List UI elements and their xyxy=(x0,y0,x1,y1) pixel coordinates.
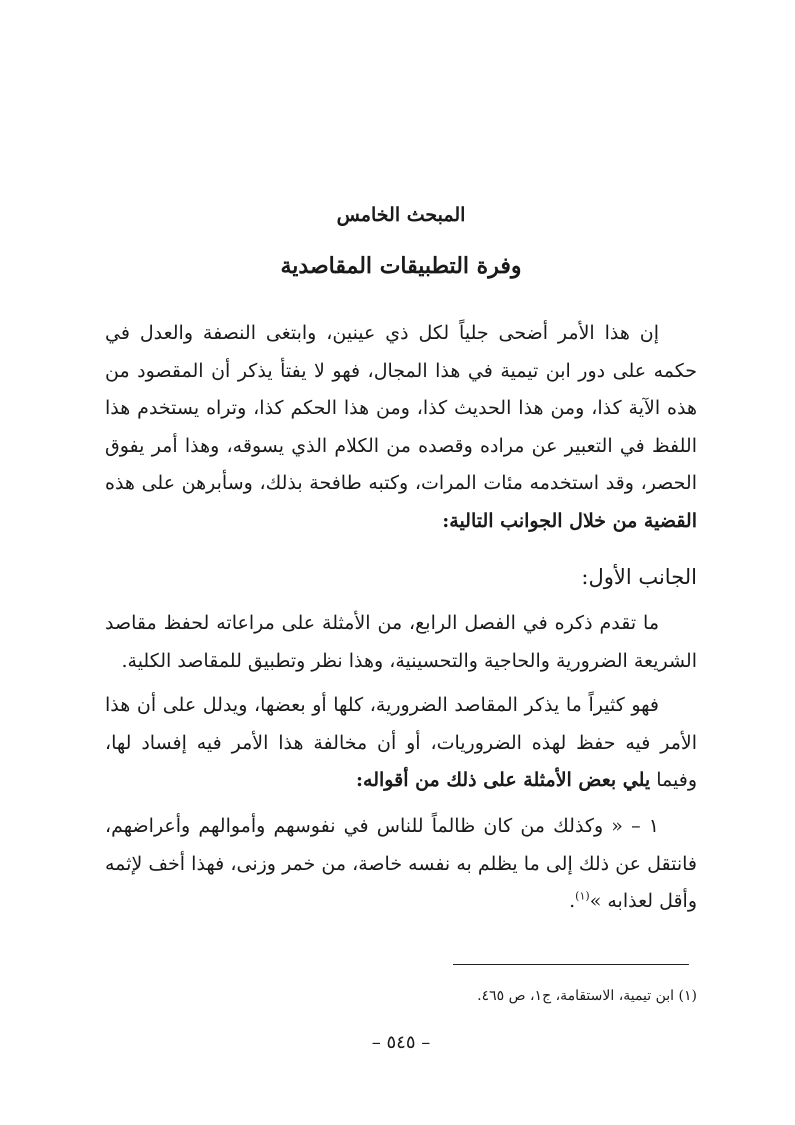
side-heading: الجانب الأول: xyxy=(581,565,697,589)
footnote-marker: (١) xyxy=(678,988,697,1004)
footnote-text: ابن تيمية، الاستقامة، ج١، ص ٤٦٥. xyxy=(477,988,675,1004)
paragraph-3-bold-tail: يلي بعض الأمثلة على ذلك من أقواله: xyxy=(356,769,651,791)
section-title: وفرة التطبيقات المقاصدية xyxy=(280,253,522,279)
intro-paragraph xyxy=(105,315,697,540)
quote-paragraph xyxy=(105,808,697,921)
paragraph-3 xyxy=(105,687,697,800)
quote-end: . xyxy=(569,890,576,912)
page-number: – ٥٤٥ – xyxy=(371,1032,431,1053)
footnote xyxy=(105,984,697,1008)
footnote-ref[interactable]: (١) xyxy=(575,889,590,903)
intro-bold-tail: القضية من خلال الجوانب التالية: xyxy=(442,509,697,532)
section-label: المبحث الخامس xyxy=(336,204,466,226)
intro-text: إن هذا الأمر أضحى جلياً لكل ذي عينين، وابتغى النصفة والعدل في حكمه على دور ابن تيمية في هذا المجال، فهو لا يفتأ يذكر أن المقصود من هذه الآية كذا، ومن هذا الحديث كذا، ومن هذا الحكم كذا، وتراه يستخدم هذا اللفظ في التعبير عن مراده وقصده من الكلام الذي يسوقه، وهذا أمر يفوق الحصر، وقد استخدمه مئات المرات، وكتبه طافحة بذلك، وسأبرهن على هذه xyxy=(105,322,697,494)
quote-text: ١ – « وكذلك من كان ظالماً للناس في نفوسهم وأموالهم وأعراضهم، فانتقل عن ذلك إلى ما يظلم به نفسه خاصة، من خمر وزنى، فهذا أخف لإثمه وأقل لعذابه » xyxy=(105,815,697,912)
footnote-divider xyxy=(453,964,689,965)
paragraph-3-text: فهو كثيراً ما يذكر المقاصد الضرورية، كلها أو بعضها، ويدلل على أن هذا الأمر فيه حفظ لهذه الضروريات، أو أن مخالفة هذا الأمر فيه إفساد لها، وفيما xyxy=(105,694,697,791)
paragraph-2 xyxy=(105,605,697,680)
paragraph-2-text: ما تقدم ذكره في الفصل الرابع، من الأمثلة على مراعاته لحفظ مقاصد الشريعة الضرورية والحاجية والتحسينية، وهذا نظر وتطبيق للمقاصد الكلية. xyxy=(105,612,697,672)
